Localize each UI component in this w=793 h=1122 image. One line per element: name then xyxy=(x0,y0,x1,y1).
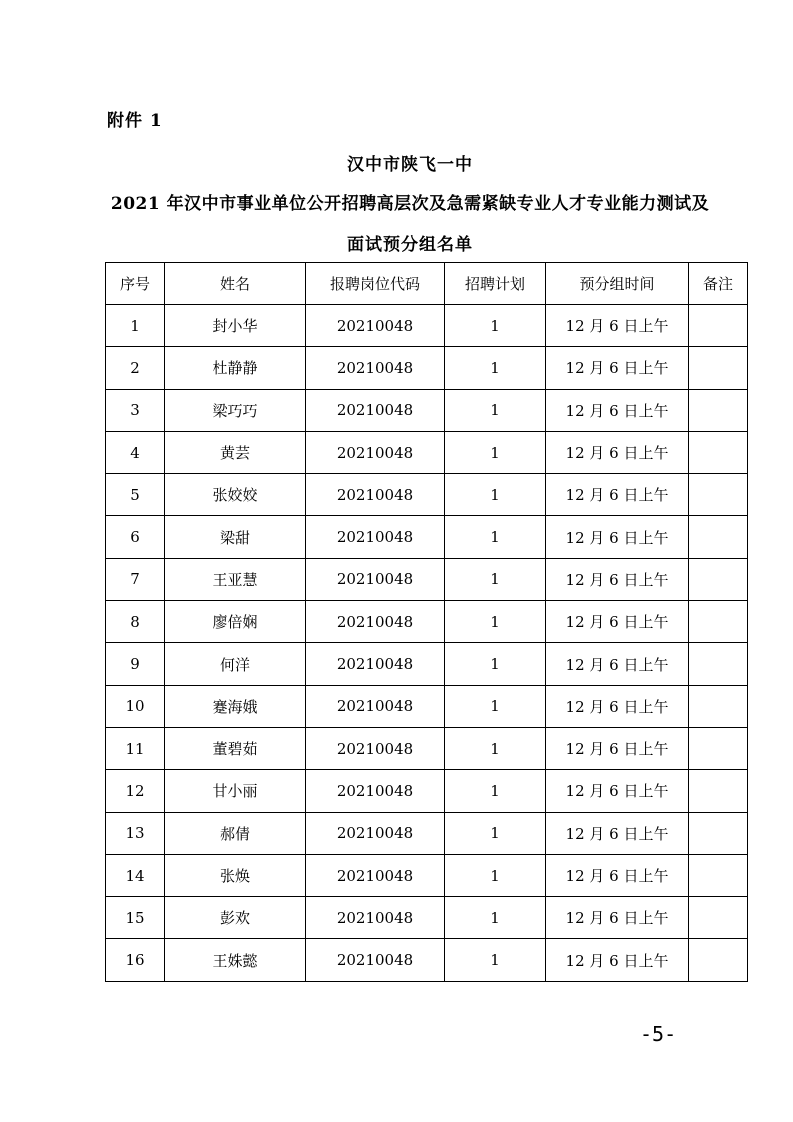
cell-note xyxy=(689,347,748,389)
cell-name: 杜静静 xyxy=(165,347,306,389)
cell-time: 12 月 6 日上午 xyxy=(546,939,689,981)
cell-plan: 1 xyxy=(445,939,546,981)
cell-note xyxy=(689,558,748,600)
attachment-label: 附件 1 xyxy=(107,111,163,131)
cell-name: 梁甜 xyxy=(165,516,306,558)
cell-code: 20210048 xyxy=(306,685,445,727)
cell-note xyxy=(689,812,748,854)
cell-note xyxy=(689,474,748,516)
table-row xyxy=(106,897,748,939)
cell-note xyxy=(689,516,748,558)
cell-code: 20210048 xyxy=(306,474,445,516)
cell-name: 彭欢 xyxy=(165,897,306,939)
table-row xyxy=(106,389,748,431)
cell-time: 12 月 6 日上午 xyxy=(546,601,689,643)
cell-name: 甘小丽 xyxy=(165,770,306,812)
table-row xyxy=(106,474,748,516)
cell-plan: 1 xyxy=(445,347,546,389)
cell-code: 20210048 xyxy=(306,601,445,643)
cell-time: 12 月 6 日上午 xyxy=(546,727,689,769)
cell-no: 3 xyxy=(106,389,165,431)
cell-name: 何洋 xyxy=(165,643,306,685)
table-row xyxy=(106,812,748,854)
table-row xyxy=(106,516,748,558)
cell-no: 16 xyxy=(106,939,165,981)
cell-no: 6 xyxy=(106,516,165,558)
cell-code: 20210048 xyxy=(306,516,445,558)
table-row xyxy=(106,685,748,727)
table-body xyxy=(106,305,748,982)
cell-note xyxy=(689,685,748,727)
cell-no: 8 xyxy=(106,601,165,643)
page-number: -5- xyxy=(640,1022,677,1046)
cell-name: 廖倍娴 xyxy=(165,601,306,643)
cell-time: 12 月 6 日上午 xyxy=(546,516,689,558)
column-header-plan: 招聘计划 xyxy=(445,263,546,305)
cell-time: 12 月 6 日上午 xyxy=(546,347,689,389)
column-header-note: 备注 xyxy=(689,263,748,305)
table-row xyxy=(106,727,748,769)
cell-plan: 1 xyxy=(445,516,546,558)
cell-code: 20210048 xyxy=(306,643,445,685)
cell-plan: 1 xyxy=(445,685,546,727)
cell-time: 12 月 6 日上午 xyxy=(546,854,689,896)
cell-code: 20210048 xyxy=(306,305,445,347)
cell-no: 15 xyxy=(106,897,165,939)
document-title-line-1: 汉中市陕飞一中 xyxy=(347,155,473,175)
table-row xyxy=(106,854,748,896)
column-header-time: 预分组时间 xyxy=(546,263,689,305)
cell-no: 7 xyxy=(106,558,165,600)
table-row xyxy=(106,305,748,347)
cell-name: 张焕 xyxy=(165,854,306,896)
table-row xyxy=(106,939,748,981)
cell-time: 12 月 6 日上午 xyxy=(546,770,689,812)
column-header-name: 姓名 xyxy=(165,263,306,305)
cell-plan: 1 xyxy=(445,305,546,347)
cell-no: 4 xyxy=(106,431,165,473)
cell-plan: 1 xyxy=(445,558,546,600)
cell-no: 11 xyxy=(106,727,165,769)
cell-name: 封小华 xyxy=(165,305,306,347)
cell-code: 20210048 xyxy=(306,727,445,769)
cell-name: 黄芸 xyxy=(165,431,306,473)
cell-time: 12 月 6 日上午 xyxy=(546,305,689,347)
cell-note xyxy=(689,305,748,347)
cell-code: 20210048 xyxy=(306,897,445,939)
table-row xyxy=(106,601,748,643)
cell-time: 12 月 6 日上午 xyxy=(546,431,689,473)
cell-note xyxy=(689,643,748,685)
document-title-line-2: 2021 年汉中市事业单位公开招聘高层次及急需紧缺专业人才专业能力测试及 xyxy=(110,194,710,214)
cell-code: 20210048 xyxy=(306,939,445,981)
cell-plan: 1 xyxy=(445,601,546,643)
table-header-row xyxy=(106,263,748,305)
cell-plan: 1 xyxy=(445,389,546,431)
cell-code: 20210048 xyxy=(306,389,445,431)
table-row xyxy=(106,431,748,473)
cell-no: 1 xyxy=(106,305,165,347)
cell-plan: 1 xyxy=(445,474,546,516)
cell-time: 12 月 6 日上午 xyxy=(546,474,689,516)
cell-name: 王亚慧 xyxy=(165,558,306,600)
cell-note xyxy=(689,939,748,981)
cell-code: 20210048 xyxy=(306,558,445,600)
document-title-line-3: 面试预分组名单 xyxy=(347,235,473,255)
table-row xyxy=(106,347,748,389)
cell-time: 12 月 6 日上午 xyxy=(546,897,689,939)
table-row xyxy=(106,558,748,600)
cell-code: 20210048 xyxy=(306,812,445,854)
cell-no: 10 xyxy=(106,685,165,727)
cell-code: 20210048 xyxy=(306,347,445,389)
cell-note xyxy=(689,854,748,896)
cell-name: 梁巧巧 xyxy=(165,389,306,431)
cell-time: 12 月 6 日上午 xyxy=(546,643,689,685)
cell-name: 蹇海娥 xyxy=(165,685,306,727)
cell-plan: 1 xyxy=(445,643,546,685)
column-header-code: 报聘岗位代码 xyxy=(306,263,445,305)
cell-name: 王姝懿 xyxy=(165,939,306,981)
cell-note xyxy=(689,770,748,812)
cell-plan: 1 xyxy=(445,770,546,812)
cell-plan: 1 xyxy=(445,812,546,854)
cell-no: 9 xyxy=(106,643,165,685)
cell-plan: 1 xyxy=(445,897,546,939)
column-header-no: 序号 xyxy=(106,263,165,305)
cell-time: 12 月 6 日上午 xyxy=(546,558,689,600)
cell-no: 12 xyxy=(106,770,165,812)
cell-plan: 1 xyxy=(445,431,546,473)
cell-plan: 1 xyxy=(445,727,546,769)
cell-code: 20210048 xyxy=(306,431,445,473)
table-row xyxy=(106,643,748,685)
cell-note xyxy=(689,431,748,473)
cell-no: 13 xyxy=(106,812,165,854)
cell-no: 14 xyxy=(106,854,165,896)
cell-code: 20210048 xyxy=(306,854,445,896)
cell-name: 董碧茹 xyxy=(165,727,306,769)
cell-code: 20210048 xyxy=(306,770,445,812)
table-row xyxy=(106,770,748,812)
cell-name: 张姣姣 xyxy=(165,474,306,516)
cell-no: 5 xyxy=(106,474,165,516)
cell-no: 2 xyxy=(106,347,165,389)
cell-plan: 1 xyxy=(445,854,546,896)
cell-note xyxy=(689,601,748,643)
cell-note xyxy=(689,897,748,939)
cell-time: 12 月 6 日上午 xyxy=(546,812,689,854)
cell-note xyxy=(689,727,748,769)
cell-note xyxy=(689,389,748,431)
cell-name: 郝倩 xyxy=(165,812,306,854)
cell-time: 12 月 6 日上午 xyxy=(546,389,689,431)
roster-table xyxy=(105,262,748,982)
cell-time: 12 月 6 日上午 xyxy=(546,685,689,727)
